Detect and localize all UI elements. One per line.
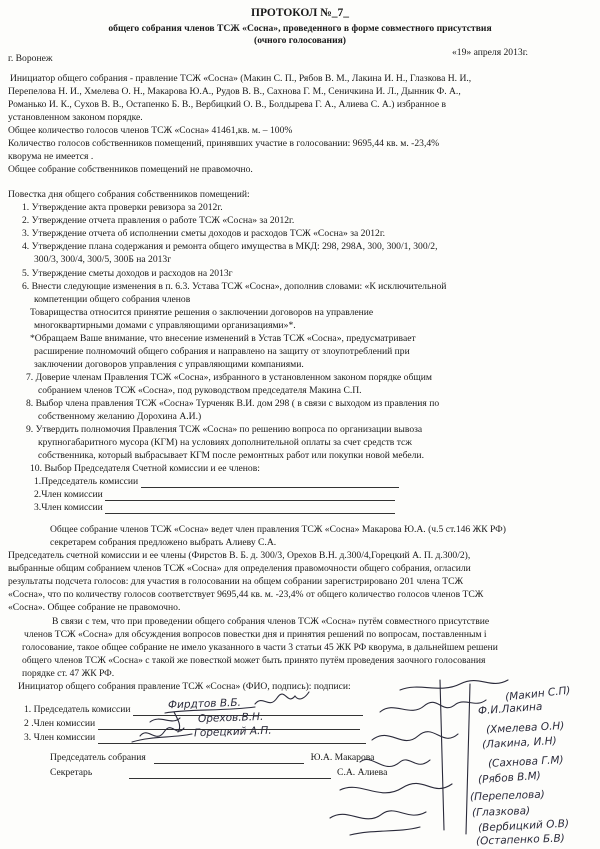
intro-line: Романько И. К., Сухов В. В., Остапенко Б. В., Вербицкий О. В., Болдырева Г. А., Алиева С. А.) избранное в (8, 99, 447, 110)
body-line: порядке ст. 47 ЖК РФ. (22, 668, 115, 679)
agenda-commission-row (34, 502, 395, 514)
agenda-item: крупногабаритного мусора (КГМ) на условиях дополнительной оплаты за счет средств тсж (38, 437, 412, 448)
agenda-commission-label: 1.Председатель комиссии (34, 476, 139, 487)
agenda-item: 7. Доверие членам Правления ТСЖ «Сосна», избранного в установленном законом порядке общим (26, 372, 432, 383)
board-member-signature: (Макин С.П) (504, 684, 572, 704)
document-subtitle-2: (очного голосования) (254, 35, 346, 46)
body-line: Председатель счетной комиссии и ее члены (Фирстов В. Б. д. 300/3, Орехов В.Н. д.300/4,Горецкий А. П. д.300/2), (8, 550, 471, 561)
body-line: Общее собрание членов ТСЖ «Сосна» ведет член правления ТСЖ «Сосна» Макарова Ю.А. (ч.5 ст.146 ЖК РФ) (50, 524, 506, 535)
board-member-signature: Ф.И.Лакина (477, 700, 543, 718)
agenda-item: многоквартирными домами с управляющими организациями»*. (34, 320, 296, 331)
agenda-item: собранием членов ТСЖ «Сосна», под руководством председателя Макина С.П. (38, 385, 362, 396)
agenda-item: 300/3, 300/4, 300/5, 300Б на 2013г (34, 254, 172, 265)
body-line: В связи с тем, что при проведении общего собрания членов ТСЖ «Сосна» путём совместного присутствие (52, 616, 490, 627)
commission-label: 2 .Член комиссии (24, 718, 96, 729)
chair-name: Ю.А. Макарова (310, 752, 375, 763)
agenda-commission-label: 2.Член комиссии (34, 489, 103, 500)
blank-line (105, 504, 395, 514)
commission-row (24, 718, 360, 730)
document-subtitle: общего собрания членов ТСЖ «Сосна», проведенного в форме совместного присутствия (108, 23, 492, 34)
agenda-item: собственному желанию Дорохина А.И.) (38, 411, 202, 422)
intro-line: Перепелова Н. И., Хмелева О. Н., Макарова Ю.А., Рудов В. В., Сахнова Г. М., Сеничкина И. Л., Дынник Ф. А., (8, 86, 461, 97)
commission-label: 3. Член комиссии (24, 732, 96, 743)
intro-line: Общее собрание собственников помещений не правомочно. (8, 164, 253, 175)
body-line: секретарем собрания предложено выбрать Алиеву С.А. (50, 537, 277, 548)
agenda-item: 8. Выбор члена правления ТСЖ «Сосна» Турченяк В.И. дом 298 ( в связи с выходом из правления по (26, 398, 440, 409)
agenda-item: *Обращаем Ваше внимание, что внесение изменений в Устав ТСЖ «Сосна», предусматривает (30, 333, 416, 344)
agenda-commission-row (34, 476, 399, 488)
body-line: Инициатор общего собрания правление ТСЖ «Сосна» (ФИО, подпись): подписи: (18, 681, 351, 692)
agenda-commission-row (34, 489, 395, 501)
intro-line: Общее количество голосов членов ТСЖ «Сосна» 41461,кв. м. – 100% (8, 125, 293, 136)
agenda-item: 4. Утверждение плана содержания и ремонта общего имущества в МКД: 298, 298А, 300, 300/1, 300/2, (22, 241, 438, 252)
body-line: «Сосна». Общее собрание не правомочно. (8, 602, 181, 613)
board-member-signature: (Лакина, И.Н) (481, 735, 558, 751)
commission-label: 1. Председатель комиссии (24, 704, 131, 715)
secretary-label: Секретарь (50, 767, 93, 778)
board-member-signature: (Рябов В.М) (477, 769, 542, 787)
handwritten-chair-name: Фирдтов В.Б. (167, 696, 242, 712)
intro-line: установленном законом порядке. (8, 112, 143, 123)
agenda-item: расширение полномочий общего собрания и направлено на защиту от злоупотреблений при (34, 346, 410, 357)
board-member-signature: (Хмелева О.Н) (485, 719, 565, 737)
agenda-item: 9. Утвердить полномочия Правления ТСЖ «Сосна» по решению вопроса по организации вывоза (26, 424, 423, 435)
agenda-commission-label: 3.Член комиссии (34, 502, 103, 513)
agenda-item: 2. Утверждение отчета правления о работе ТСЖ «Сосна» за 2012г. (22, 215, 295, 226)
intro-line: Инициатор общего собрания - правление ТСЖ «Сосна» (Макин С. П., Рябов В. М., Лакина И. Н., Глазкова Н. И., (10, 73, 472, 84)
agenda-item: 10. Выбор Председателя Счетной комиссии и ее членов: (30, 463, 260, 474)
body-line: «Сосна», что по количеству голосов соответствует 9695,44 кв. м. -23,4% от общего количество голосов членов ТСЖ (8, 589, 484, 600)
body-line: выбранные общим собранием членов ТСЖ «Сосна» для определения правомочности общего собрания, огласили (8, 563, 471, 574)
agenda-item: заключении договоров управления с управляющими компаниями. (34, 359, 304, 370)
agenda-item: Товарищества относится принятие решения о заключении договоров на управление (30, 307, 374, 318)
blank-line (105, 491, 395, 501)
secretary-name: С.А. Алиева (337, 767, 388, 778)
agenda-item: собственника, который выбрасывает КГМ после ремонтных работ или покупки новой мебели. (38, 450, 424, 461)
board-member-signature: (Глазкова) (471, 804, 531, 820)
intro-line: Количество голосов собственников помещений, принявших участие в голосовании: 9695,44 кв. м. -23,4% (8, 138, 440, 149)
body-line: голосование, такое общее собрание не имело указанного в части 3 статьи 45 ЖК РФ кворума, в дальнейшем решени (22, 642, 498, 653)
board-member-signature: (Сахнова Г.М) (487, 754, 564, 770)
board-member-signature: (Вербицкий О.В) (477, 817, 570, 835)
chair-label: Председатель собрания (50, 752, 146, 763)
intro-line: кворума не имеется . (8, 151, 94, 162)
handwritten-member-name: Орехов.В.Н. (197, 710, 264, 726)
agenda-item: 1. Утверждение акта проверки ревизора за 2012г. (22, 202, 223, 213)
body-line: членов ТСЖ «Сосна» для обсуждения вопросов повестки дня и принятия решений по вопросам, поставленным і (24, 629, 487, 640)
board-member-signature: (Перепелова) (469, 788, 545, 804)
agenda-heading: Повестка дня общего собрания собственников помещений: (8, 189, 250, 200)
board-member-signature: (Остапенко Б.В) (475, 832, 566, 848)
body-line: общего членов ТСЖ «Сосна» с такой же повесткой может быть принято путём проведения заочного голосования (22, 655, 486, 666)
agenda-item: 3. Утверждение отчета об исполнении сметы доходов и расходов ТСЖ «Сосна» за 2012г. (22, 228, 386, 239)
secretary-row (50, 767, 387, 779)
city: г. Воронеж (8, 53, 53, 64)
handwritten-member-name: Горецкий А.П. (193, 724, 272, 740)
agenda-item: 6. Внести следующие изменения в п. 6.3. Устава ТСЖ «Сосна», дополнив словами: «К исключительной (22, 281, 447, 292)
chair-signature-line (154, 754, 304, 764)
blank-line (141, 478, 399, 488)
secretary-signature-line (129, 769, 331, 779)
chair-row (50, 752, 374, 764)
agenda-item: 5. Утверждение сметы доходов и расходов на 2013г (22, 268, 233, 279)
document-title: ПРОТОКОЛ №_7_ (251, 7, 349, 19)
agenda-item: компетенции общего собрания членов (34, 294, 191, 305)
body-line: результаты подсчета голосов: для участия в голосовании на общем собрании зарегистрировано 201 члена ТСЖ (8, 576, 464, 587)
document-date: «19» апреля 2013г. (452, 47, 528, 58)
